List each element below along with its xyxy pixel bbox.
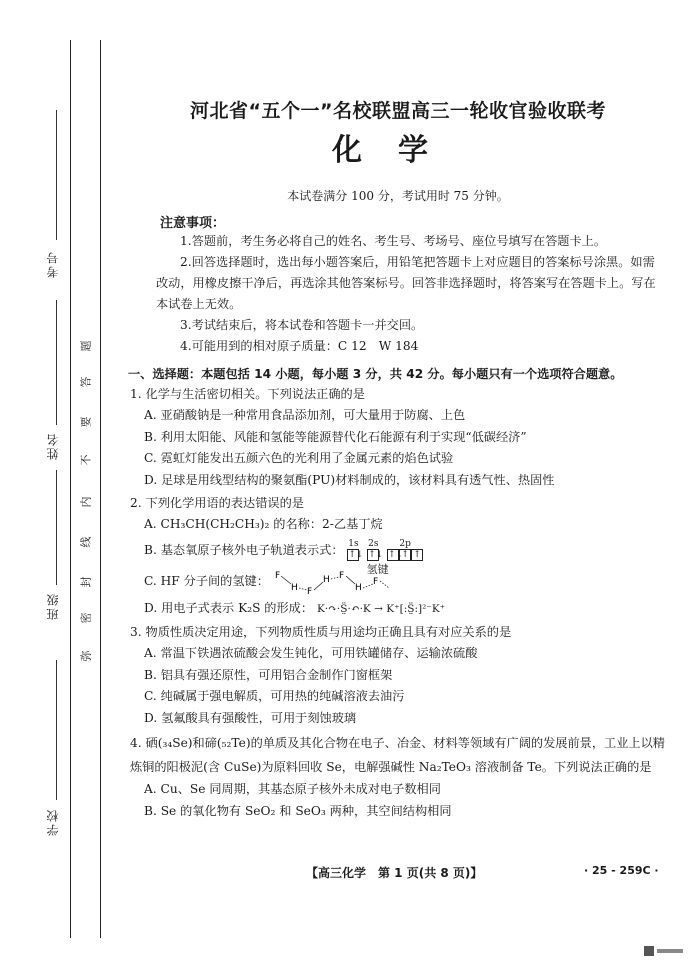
- orbital-box: ↑↓: [368, 550, 384, 560]
- orbital-box: ↑↓: [388, 550, 404, 560]
- question-stem: 2. 下列化学用语的表达错误的是: [130, 496, 304, 510]
- seal-char: 密: [79, 612, 93, 624]
- orbital-box: ↑: [411, 549, 423, 561]
- section-heading: 一、选择题：本题包括 14 小题，每小题 3 分，共 42 分。每小题只有一个选项符合题意。: [128, 367, 623, 381]
- binding-margin: [0, 0, 110, 978]
- orbital-label: 2s: [368, 539, 379, 549]
- seal-char: 封: [79, 576, 93, 588]
- option-a: A. CH₃CH(CH₂CH₃)₂ 的名称：2-乙基丁烷: [144, 517, 383, 531]
- option-a: A. Cu、Se 同周期，其基态原子核外未成对电子数相同: [144, 782, 441, 796]
- logo-text-bar: [657, 949, 683, 953]
- school-field[interactable]: [56, 660, 57, 800]
- option-b: B. Se 的氧化物有 SeO₂ 和 SeO₃ 两种，其空间结构相同: [144, 803, 452, 818]
- exam-page: [128, 96, 668, 822]
- notice-list: [156, 231, 656, 357]
- notice-item: 3.考试结束后，将本试卷和答题卡一并交回。: [180, 318, 424, 332]
- seal-char: 答: [79, 376, 93, 388]
- question-4: [128, 731, 668, 822]
- label-class: 班级: [46, 592, 60, 620]
- orbital-1s: [347, 539, 364, 561]
- hydrogen-bond: [363, 584, 373, 588]
- atom-label: H: [354, 583, 362, 593]
- seal-char: 不: [79, 454, 93, 466]
- covalent-bond: [281, 576, 291, 584]
- option-c: C. 纯碱属于强电解质，可用热的纯碱溶液去油污: [144, 689, 405, 703]
- seal-char: 内: [79, 496, 93, 508]
- orbital-label: 2p: [399, 539, 411, 549]
- question-2: [128, 493, 668, 620]
- seal-char: 弥: [79, 650, 93, 662]
- exam-code: · 25 - 259C ·: [584, 864, 659, 877]
- hydrogen-bond: [331, 577, 339, 579]
- label-name: 姓名: [46, 432, 60, 460]
- option-a: A. 常温下铁遇浓硫酸会发生钝化，可用铁罐储存、运输浓硫酸: [144, 646, 478, 660]
- hydrogen-bond: [380, 581, 389, 588]
- option-d-text: D. 用电子式表示 K₂S 的形成：: [144, 600, 314, 615]
- option-d: D. 足球是用线型结构的聚氨酯(PU)材料制成的，该材料具有透气性、热固性: [144, 472, 555, 487]
- option-c: [144, 564, 668, 598]
- watermark-logo: [644, 946, 684, 958]
- label-school: 学校: [46, 808, 60, 836]
- option-b: B. 利用太阳能、风能和氢能等能源替代化石能源有利于实现“低碳经济”: [144, 429, 527, 444]
- hydrogen-bond: [299, 588, 307, 590]
- atom-label: H: [290, 583, 298, 593]
- k2s-electron-formula: K·↷·S̤̈·↶·K → K⁺[:S̤̈:]²⁻K⁺: [316, 602, 446, 615]
- hydrogen-bond-label: 氢键: [366, 562, 389, 576]
- atom-label: F: [338, 571, 344, 581]
- binding-line-outer: [70, 40, 71, 938]
- atom-label: F: [306, 587, 312, 596]
- question-stem: 1. 化学与生活密切相关。下列说法正确的是: [130, 387, 365, 401]
- atom-label: F: [274, 571, 280, 581]
- question-stem: 4. 硒(₃₄Se)和碲(₅₂Te)的单质及其化合物在电子、冶金、材料等领域有广阔的发展前景，工业上以精炼铜的阳极泥(含 CuSe)为原料回收 Se，电解强碱性 Na₂TeO₃ 溶液制备 Te。下列说法正确的是: [130, 736, 665, 774]
- question-3: [128, 622, 668, 729]
- atom-label: H: [322, 575, 330, 585]
- class-field[interactable]: [56, 470, 57, 585]
- orbital-box: ↑: [399, 549, 411, 561]
- label-exam-number: 考号: [46, 250, 60, 278]
- notice-item: 4.可能用到的相对原子质量：C 12 W 184: [180, 339, 419, 353]
- option-a: A. 亚硝酸钠是一种常用食品添加剂，可大量用于防腐、上色: [144, 408, 466, 422]
- seal-char: 题: [79, 340, 93, 352]
- orbital-label: 1s: [348, 539, 359, 549]
- notice-item: 2.回答选择题时，选出每小题答案后，用铅笔把答题卡上对应题目的答案标号涂黑。如需改动，用橡皮擦干净后，再选涂其他答案标号。回答非选择题时，将答案写在答题卡上。写在本试卷上无效。: [156, 255, 656, 311]
- question-1: [128, 384, 668, 491]
- seal-char: 要: [79, 416, 93, 428]
- orbital-2s: [367, 539, 384, 561]
- option-b: B. 铝具有强还原性，可用铝合金制作门窗框架: [144, 667, 393, 682]
- subject-title: 化学: [332, 133, 464, 168]
- exam-meta: 本试卷满分 100 分，考试用时 75 分钟。: [287, 189, 509, 203]
- notice-heading: 注意事项：: [160, 216, 226, 231]
- option-b: [144, 536, 668, 564]
- orbital-box: ↑↓: [348, 550, 364, 560]
- question-stem: 3. 物质性质决定用途，下列物质性质与用途均正确且具有对应关系的是: [130, 625, 512, 639]
- binding-line-inner: [100, 40, 101, 938]
- exam-title: 河北省“五个一”名校联盟高三一轮收官验收联考: [190, 100, 606, 122]
- seal-char: 线: [79, 536, 93, 548]
- option-d: [144, 598, 668, 621]
- logo-qr-mark: [644, 946, 654, 956]
- covalent-bond: [314, 582, 323, 590]
- orbital-2p: [387, 539, 423, 561]
- notice-item: 1.答题前，考生务必将自己的姓名、考生号、考场号、座位号填写在答题卡上。: [180, 234, 607, 248]
- exam-number-field[interactable]: [56, 110, 57, 240]
- covalent-bond: [346, 576, 355, 584]
- page-footer: 【高三化学 第 1 页(共 8 页)】: [306, 866, 483, 880]
- option-b-text: B. 基态氧原子核外电子轨道表示式：: [144, 542, 344, 557]
- option-c: C. 霓虹灯能发出五颜六色的光利用了金属元素的焰色试验: [144, 451, 454, 465]
- name-field[interactable]: [56, 300, 57, 425]
- atom-label: F: [372, 577, 378, 587]
- option-d: D. 氢氟酸具有强酸性，可用于刻蚀玻璃: [144, 710, 357, 725]
- option-c-text: C. HF 分子间的氢键：: [144, 573, 269, 588]
